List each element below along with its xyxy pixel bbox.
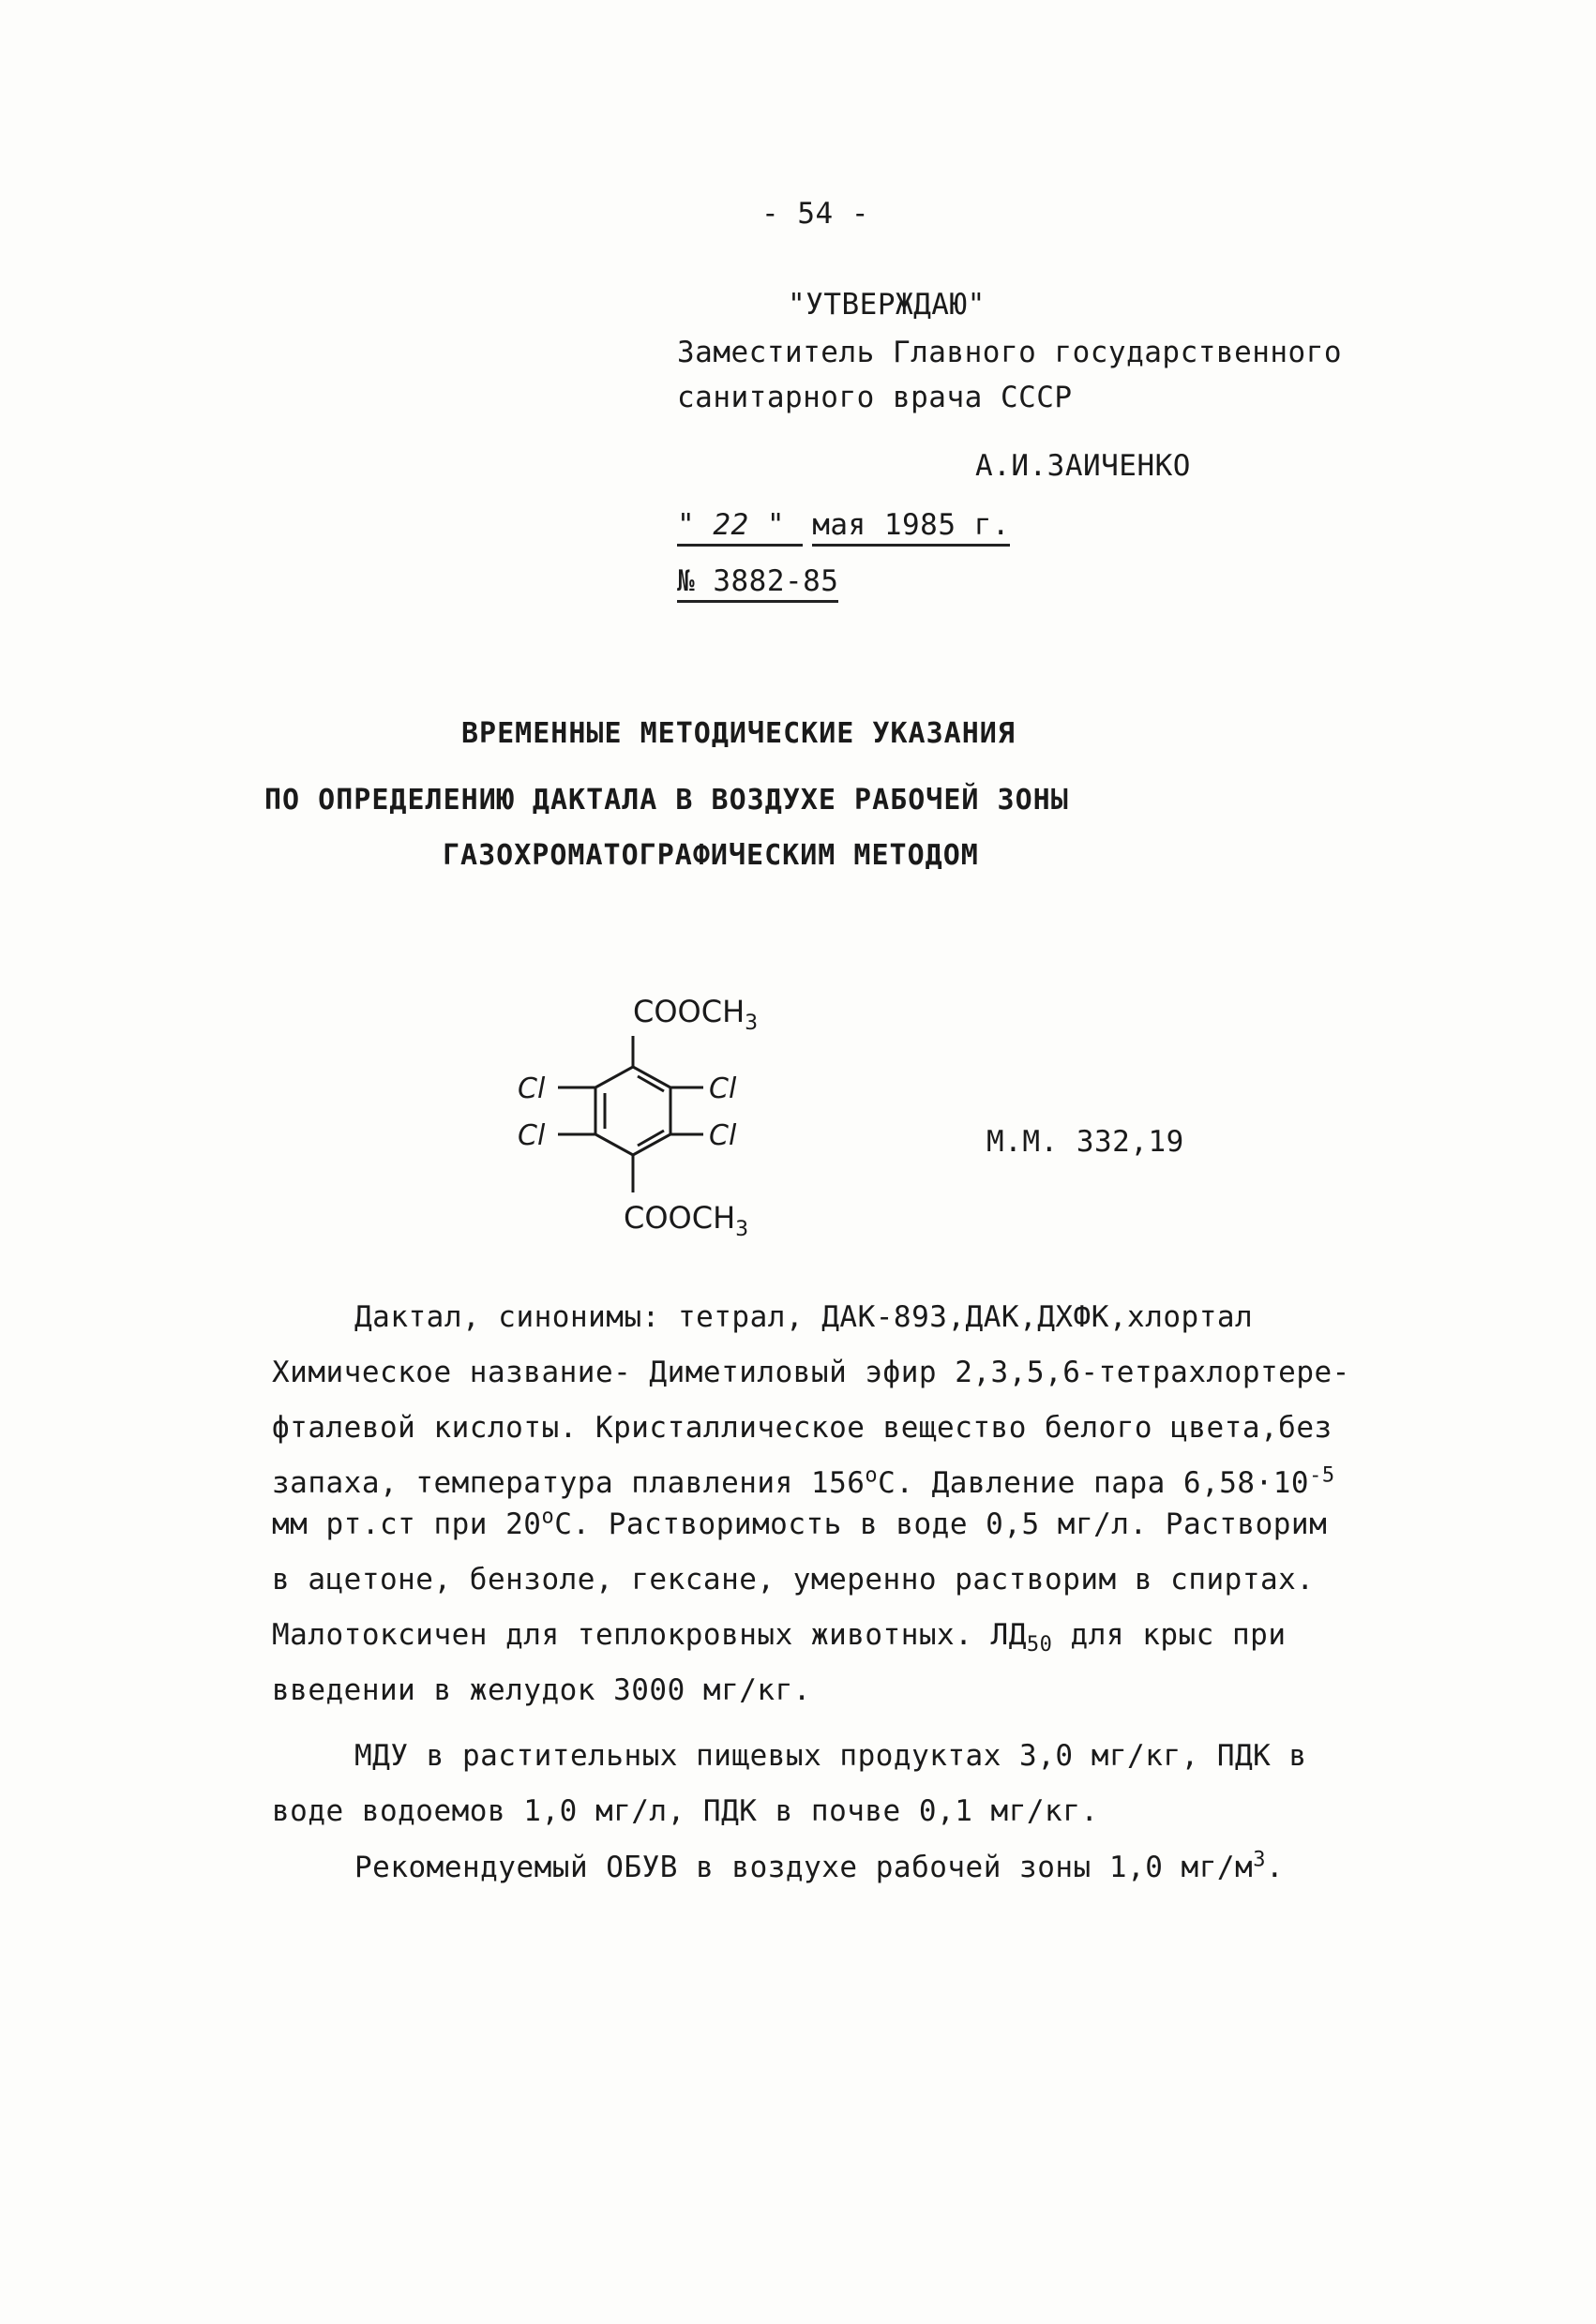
body-line: воде водоемов 1,0 мг/л, ПДК в почве 0,1 мг/кг. [272, 1794, 1099, 1828]
body-line: в ацетоне, бензоле, гексане, умеренно растворим в спиртах. [272, 1563, 1315, 1597]
body-line: мм рт.ст при $20^оС$. Растворимость в воде 0,5 мг/л. Растворим [272, 1505, 1328, 1541]
double-bond-top-right [638, 1076, 664, 1091]
date-day-field: " 22 " [677, 508, 803, 547]
bottom-substituent: $COOCH_3$ [624, 1200, 749, 1241]
body-line: запаха, температура плавления $156^оС$. Давление пара $6,58\cdot 10^{-5}$ [272, 1463, 1335, 1500]
approval-position-line2: санитарного врача СССР [677, 381, 1073, 414]
page-number: - 54 - [761, 197, 869, 231]
chlorine-left-bottom: Cl [518, 1119, 546, 1152]
body-line: фталевой кислоты. Кристаллическое вещество белого цвета,без [272, 1411, 1333, 1445]
chlorine-right-top: Cl [709, 1072, 737, 1105]
chlorine-right-bottom: Cl [709, 1119, 737, 1152]
molecular-mass: М.М. 332,19 [986, 1125, 1184, 1159]
body-line: Малотоксичен для теплокровных животных. $ЛД_{50}$ для крыс при [272, 1618, 1287, 1657]
body-line: Рекомендуемый ОБУВ в воздухе рабочей зоны 1,0 $мг/м^3$. [354, 1848, 1285, 1884]
body-line: Химическое название- Диметиловый эфир 2,3,5,6-тетрахлортере- [272, 1356, 1350, 1389]
date-month-year: мая 1985 г. [812, 508, 1010, 547]
title-line3: ГАЗОХРОМАТОГРАФИЧЕСКИМ МЕТОДОМ [443, 839, 979, 872]
title-line1: ВРЕМЕННЫЕ МЕТОДИЧЕСКИЕ УКАЗАНИЯ [461, 717, 1016, 750]
top-substituent: $COOCH_3$ [633, 994, 759, 1035]
approval-heading: "УТВЕРЖДАЮ" [788, 288, 986, 322]
chemical-structure-diagram [497, 984, 806, 1256]
chlorine-left-top: Cl [518, 1072, 546, 1105]
body-line: Дактал, синонимы: тетрал, ДАК-893,ДАК,ДХФК,хлортал [354, 1300, 1254, 1334]
approval-date [677, 506, 1010, 544]
body-line: МДУ в растительных пищевых продуктах 3,0 мг/кг, ПДК в [354, 1739, 1307, 1773]
approval-number: № 3882-85 [677, 562, 838, 600]
double-bond-bottom-right [638, 1131, 664, 1146]
benzene-ring [595, 1067, 670, 1155]
approval-signatory: А.И.ЗАИЧЕНКО [975, 449, 1191, 483]
approval-position-line1: Заместитель Главного государственного [677, 336, 1343, 369]
structural-formula [497, 984, 806, 1256]
body-line: введении в желудок 3000 мг/кг. [272, 1673, 811, 1707]
title-line2: ПО ОПРЕДЕЛЕНИЮ ДАКТАЛА В ВОЗДУХЕ РАБОЧЕЙ ЗОНЫ [264, 784, 1069, 817]
